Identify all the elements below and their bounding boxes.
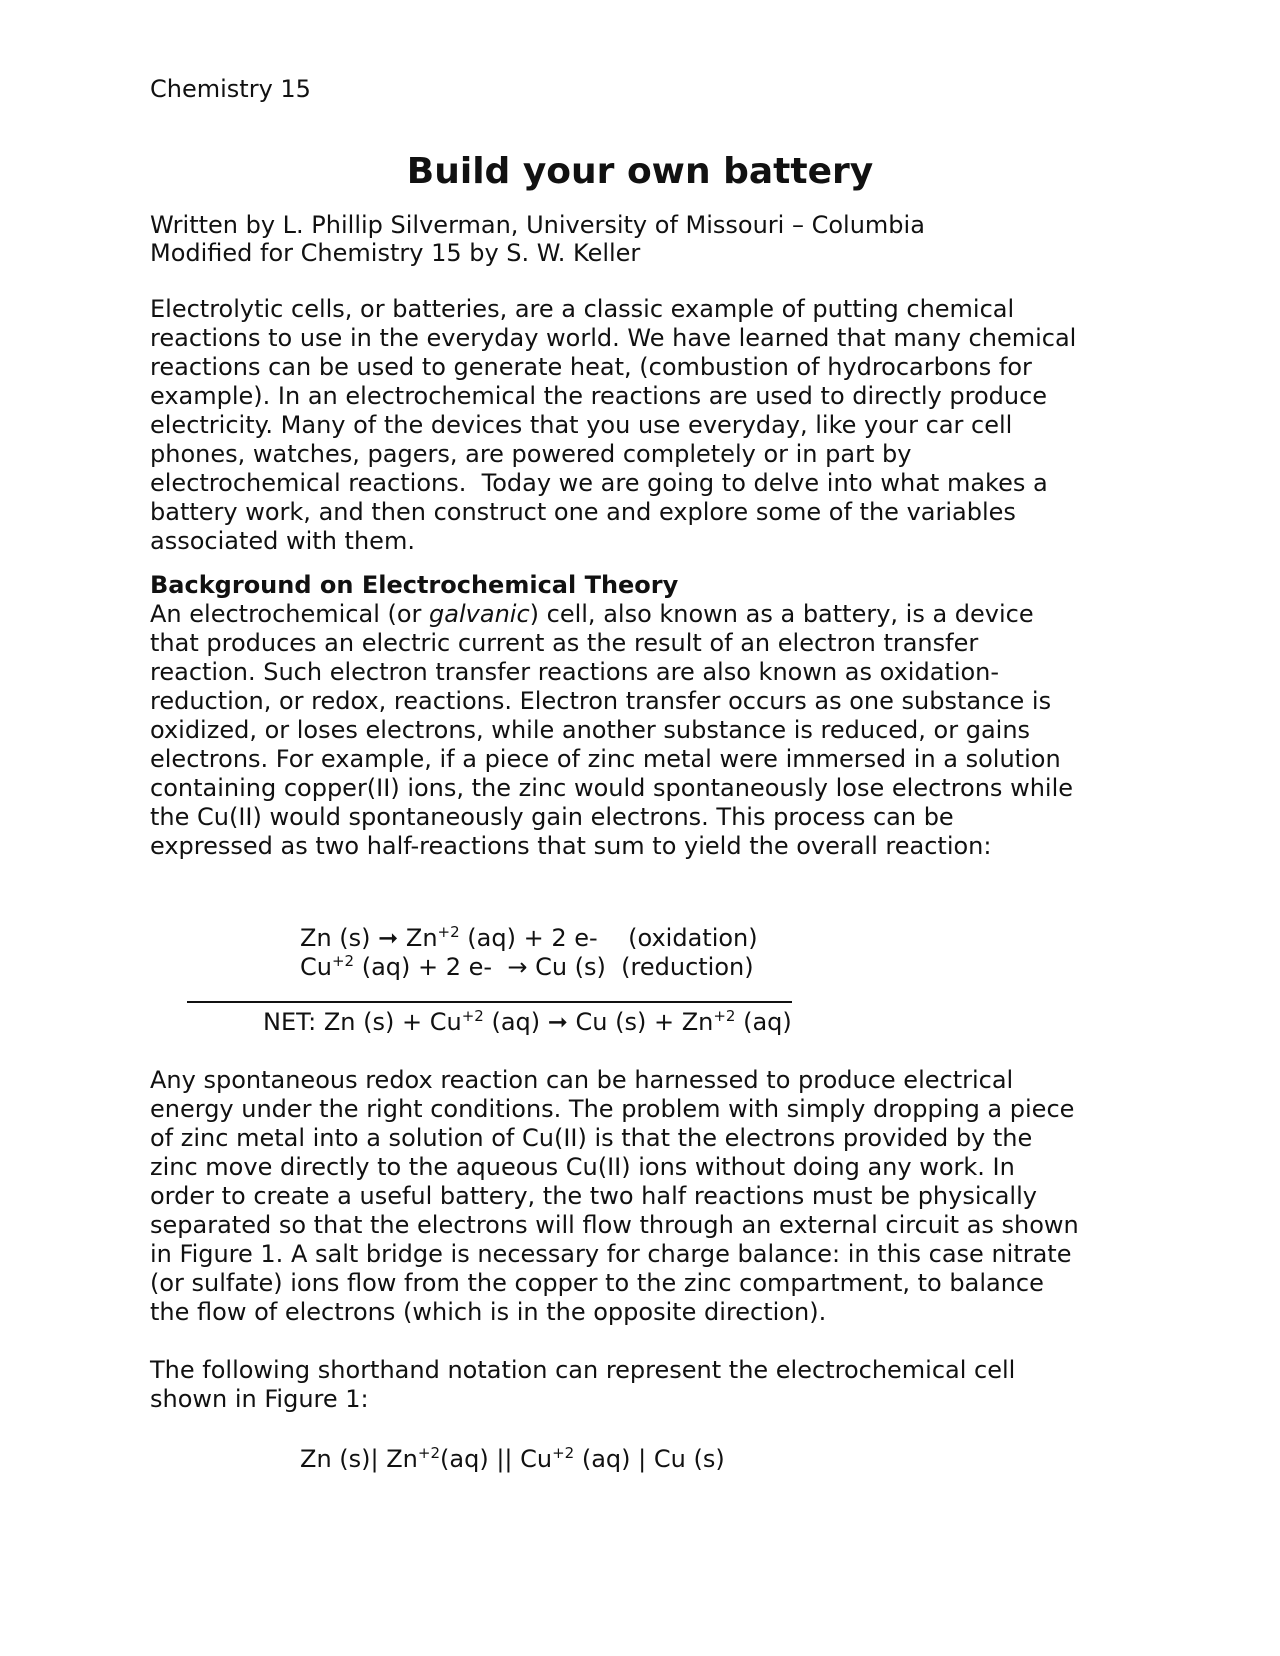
text-line: order to create a useful battery, the two half reactions must be physically (150, 1182, 1037, 1210)
text-line: reaction. Such electron transfer reactions are also known as oxidation- (150, 658, 1000, 686)
text-line: reactions to use in the everyday world. We have learned that many chemical (150, 324, 1077, 352)
text-line: Any spontaneous redox reaction can be harnessed to produce electrical (150, 1066, 1014, 1094)
text-line: electrons. For example, if a piece of zinc metal were immersed in a solution (150, 745, 1061, 773)
equation-text: (aq) (735, 1008, 792, 1036)
author-line: Written by L. Phillip Silverman, University of Missouri – Columbia (150, 211, 925, 239)
text-line: associated with them. (150, 527, 415, 555)
text-line: example). In an electrochemical the reactions are used to directly produce (150, 382, 1048, 410)
modifier-line: Modified for Chemistry 15 by S. W. Keller (150, 239, 641, 267)
superscript-charge: +2 (461, 1007, 484, 1025)
intro-paragraph (150, 295, 1130, 556)
italic-term: galvanic (429, 600, 530, 628)
text-line: phones, watches, pagers, are powered completely or in part by (150, 440, 912, 468)
text-line: in Figure 1. A salt bridge is necessary for charge balance: in this case nitrate (150, 1240, 1072, 1268)
text-line: the flow of electrons (which is in the opposite direction). (150, 1298, 827, 1326)
text-segment: An electrochemical (or (150, 600, 430, 628)
equation-text: (aq) + 2 e- → Cu (s) (reduction) (354, 953, 754, 981)
text-line: electrochemical reactions. Today we are going to delve into what makes a (150, 469, 1048, 497)
text-line: Electrolytic cells, or batteries, are a classic example of putting chemical (150, 295, 1015, 323)
oxidation-half-reaction (300, 924, 758, 953)
text-line: reduction, or redox, reactions. Electron transfer occurs as one substance is (150, 687, 1052, 715)
document-title: Build your own battery (406, 151, 874, 192)
reduction-half-reaction (300, 953, 754, 982)
text-segment: ) cell, also known as a battery, is a device (529, 600, 1034, 628)
course-header: Chemistry 15 (150, 75, 311, 103)
equation-text: Zn (s) ➞ Zn (300, 924, 438, 952)
summation-rule (187, 1001, 792, 1003)
text-line: shown in Figure 1: (150, 1385, 369, 1413)
text-line: oxidized, or loses electrons, while another substance is reduced, or gains (150, 716, 1031, 744)
text-line: energy under the right conditions. The problem with simply dropping a piece (150, 1095, 1075, 1123)
harness-paragraph (150, 1066, 1130, 1327)
equation-text: Cu (300, 953, 332, 981)
superscript-charge: +2 (417, 1444, 441, 1462)
text-line: The following shorthand notation can represent the electrochemical cell (150, 1356, 1016, 1384)
text-line: (or sulfate) ions flow from the copper to the zinc compartment, to balance (150, 1269, 1044, 1297)
shorthand-paragraph (150, 1356, 1130, 1414)
equation-text: (aq) + 2 e- (oxidation) (459, 924, 758, 952)
section-heading: Background on Electrochemical Theory (150, 571, 679, 599)
superscript-charge: +2 (331, 952, 355, 970)
text-line (150, 600, 1130, 629)
cell-notation (300, 1445, 725, 1474)
text-line: of zinc metal into a solution of Cu(II) is that the electrons provided by the (150, 1124, 1033, 1152)
text-line: separated so that the electrons will flow through an external circuit as shown (150, 1211, 1079, 1239)
text-line: the Cu(II) would spontaneously gain electrons. This process can be (150, 803, 954, 831)
superscript-charge: +2 (713, 1007, 736, 1025)
equation-text: (aq) ➞ Cu (s) + Zn (483, 1008, 714, 1036)
background-section (150, 571, 1130, 861)
equation-text: Zn (s)| Zn (300, 1445, 418, 1473)
net-reaction (263, 1008, 792, 1037)
text-line: zinc move directly to the aqueous Cu(II) ions without doing any work. In (150, 1153, 1015, 1181)
text-line: that produces an electric current as the result of an electron transfer (150, 629, 979, 657)
text-line: containing copper(II) ions, the zinc would spontaneously lose electrons while (150, 774, 1074, 802)
equation-text: (aq) | Cu (s) (574, 1445, 725, 1473)
superscript-charge: +2 (437, 923, 460, 941)
text-line: electricity. Many of the devices that you use everyday, like your car cell (150, 411, 1013, 439)
text-line: expressed as two half-reactions that sum to yield the overall reaction: (150, 832, 992, 860)
equation-text: (aq) || Cu (440, 1445, 553, 1473)
text-line: battery work, and then construct one and explore some of the variables (150, 498, 1016, 526)
superscript-charge: +2 (552, 1444, 575, 1462)
equation-text: NET: Zn (s) + Cu (263, 1008, 462, 1036)
text-line: reactions can be used to generate heat, (combustion of hydrocarbons for (150, 353, 1032, 381)
